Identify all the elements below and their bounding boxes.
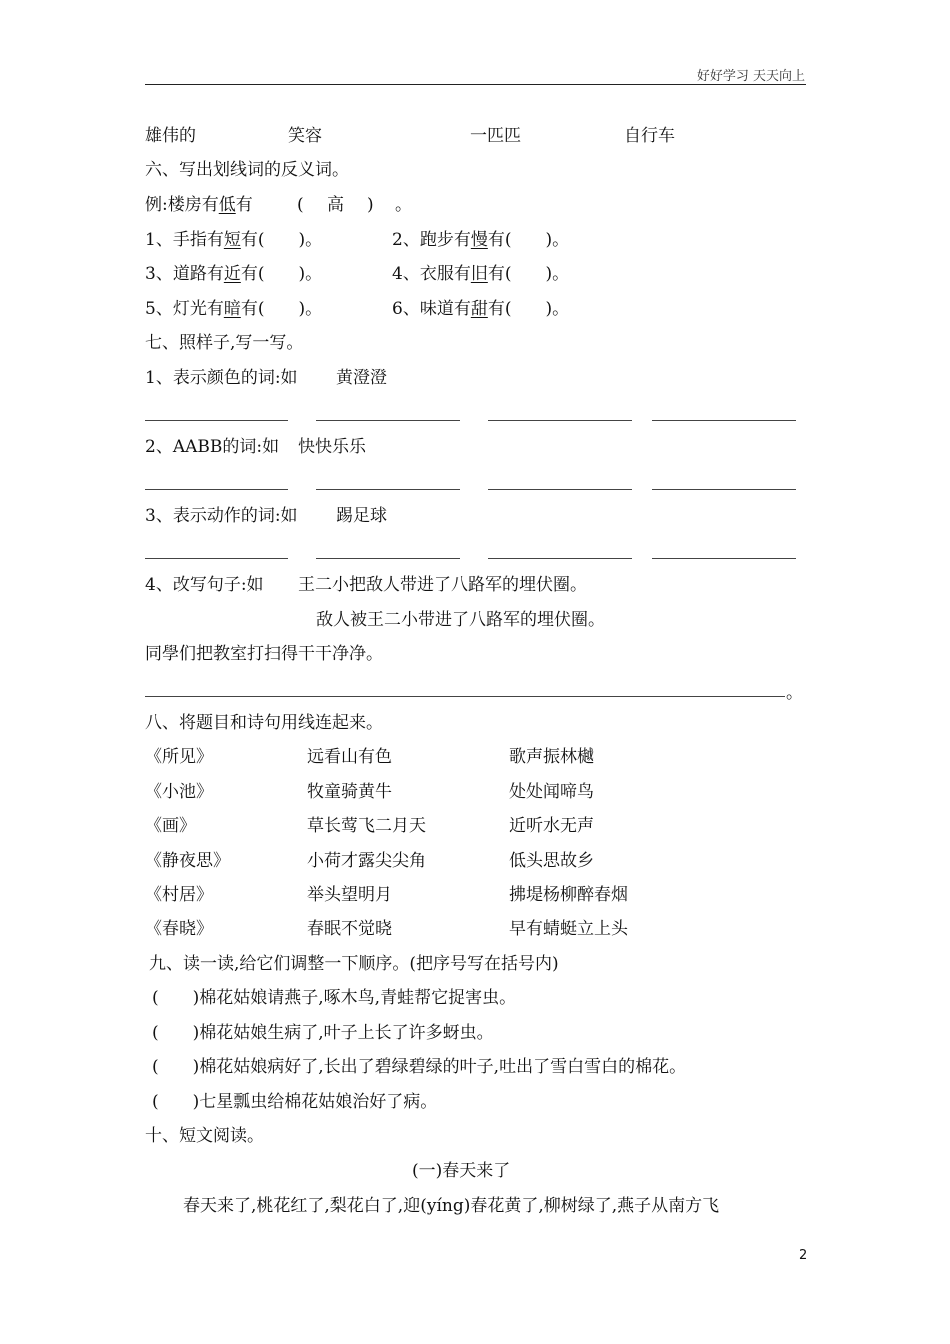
answer-blank[interactable] — [652, 420, 796, 421]
page-header: 好好学习 天天向上 — [696, 69, 805, 84]
poem-line[interactable]: 草长莺飞二月天 — [307, 816, 426, 836]
section7-title: 七、照样子,写一写。 — [145, 333, 304, 353]
passage-title: (一)春天来了 — [412, 1161, 511, 1181]
poem-title[interactable]: 《静夜思》 — [145, 851, 230, 871]
word: 一匹匹 — [470, 126, 521, 146]
q2-example: 快快乐乐 — [298, 437, 366, 457]
antonym-row — [0, 261, 950, 287]
poem-line[interactable]: 牧童骑黄牛 — [307, 782, 392, 802]
words-row — [0, 123, 950, 149]
order-item: ( )棉花姑娘生病了,叶子上长了许多蚜虫。 — [152, 1023, 494, 1043]
match-row — [0, 848, 950, 874]
answer-blank[interactable] — [145, 558, 288, 559]
answer-blank[interactable] — [316, 489, 460, 490]
antonym-row — [0, 227, 950, 253]
poem-title[interactable]: 《画》 — [145, 816, 196, 836]
antonym-item: 4、衣服有旧有( )。 — [392, 264, 570, 284]
q3-line: 3、表示动作的词:如 踢足球 — [0, 503, 950, 529]
answer-blank[interactable] — [145, 420, 288, 421]
poem-line[interactable]: 远看山有色 — [307, 747, 392, 767]
answer-blank[interactable] — [488, 558, 632, 559]
antonym-item: 6、味道有甜有( )。 — [392, 299, 570, 319]
answer-blank[interactable] — [145, 489, 288, 490]
poem-title[interactable]: 《所见》 — [145, 747, 213, 767]
answer-blank[interactable] — [652, 489, 796, 490]
section8-title: 八、将题目和诗句用线连起来。 — [145, 713, 383, 733]
q4-line: 4、改写句子:如 王二小把敌人带进了八路军的埋伏圈。 — [0, 572, 950, 598]
poem-line[interactable]: 拂堤杨柳醉春烟 — [509, 885, 628, 905]
poem-line[interactable]: 歌声振林樾 — [509, 747, 594, 767]
poem-title[interactable]: 《春晓》 — [145, 919, 213, 939]
antonym-row — [0, 296, 950, 322]
poem-line[interactable]: 近听水无声 — [509, 816, 594, 836]
section6-title: 六、写出划线词的反义词。 — [145, 160, 349, 180]
section10-title: 十、短文阅读。 — [145, 1126, 264, 1146]
match-row — [0, 882, 950, 908]
antonym-item: 1、手指有短有( )。 — [145, 230, 323, 250]
answer-blank[interactable] — [316, 558, 460, 559]
passage-paragraph: 春天来了,桃花红了,梨花白了,迎(yíng)春花黄了,柳树绿了,燕子从南方飞 — [183, 1196, 720, 1216]
poem-line[interactable]: 举头望明月 — [307, 885, 392, 905]
antonym-item: 5、灯光有暗有( )。 — [145, 299, 323, 319]
answer-blank[interactable] — [488, 489, 632, 490]
order-item: ( )七星瓢虫给棉花姑娘治好了病。 — [152, 1092, 438, 1112]
antonym-item: 2、跑步有慢有( )。 — [392, 230, 570, 250]
match-row — [0, 744, 950, 770]
q3-example: 踢足球 — [336, 506, 387, 526]
section6-example: 例:楼房有低有 ( 高 ) 。 — [0, 192, 950, 218]
section9-title: 九、读一读,给它们调整一下顺序。(把序号写在括号内) — [149, 954, 559, 974]
q4-line-2 — [0, 607, 950, 633]
match-row — [0, 813, 950, 839]
order-item: ( )棉花姑娘请燕子,啄木鸟,青蛙帮它捉害虫。 — [152, 988, 517, 1008]
order-item: ( )棉花姑娘病好了,长出了碧绿碧绿的叶子,吐出了雪白雪白的棉花。 — [152, 1057, 687, 1077]
answer-blank[interactable] — [652, 558, 796, 559]
q1-example: 黄澄澄 — [336, 368, 387, 388]
word: 雄伟的 — [145, 126, 196, 146]
page-number: 2 — [799, 1248, 808, 1263]
q1-line: 1、表示颜色的词:如 黄澄澄 — [0, 365, 950, 391]
q4-task: 同學们把教室打扫得干干净净。 — [145, 644, 383, 664]
poem-title[interactable]: 《小池》 — [145, 782, 213, 802]
poem-line[interactable]: 早有蜻蜓立上头 — [509, 919, 628, 939]
poem-title[interactable]: 《村居》 — [145, 885, 213, 905]
poem-line[interactable]: 低头思故乡 — [509, 851, 594, 871]
answer-blank[interactable] — [488, 420, 632, 421]
header-rule — [145, 84, 806, 85]
example-answer: 高 — [327, 195, 344, 215]
antonym-item: 3、道路有近有( )。 — [145, 264, 323, 284]
match-row — [0, 779, 950, 805]
answer-blank[interactable] — [316, 420, 460, 421]
q4-sentence-1: 王二小把敌人带进了八路军的埋伏圈。 — [298, 575, 587, 595]
poem-line[interactable]: 春眠不觉晓 — [307, 919, 392, 939]
rewrite-end: 。 — [786, 683, 803, 703]
poem-line[interactable]: 小荷才露尖尖角 — [307, 851, 426, 871]
word: 自行车 — [624, 126, 675, 146]
q4-sentence-2: 敌人被王二小带进了八路军的埋伏圈。 — [316, 610, 605, 630]
q2-line: 2、AABB的词:如 快快乐乐 — [0, 434, 950, 460]
match-row — [0, 916, 950, 942]
poem-line[interactable]: 处处闻啼鸟 — [509, 782, 594, 802]
word: 笑容 — [288, 126, 322, 146]
